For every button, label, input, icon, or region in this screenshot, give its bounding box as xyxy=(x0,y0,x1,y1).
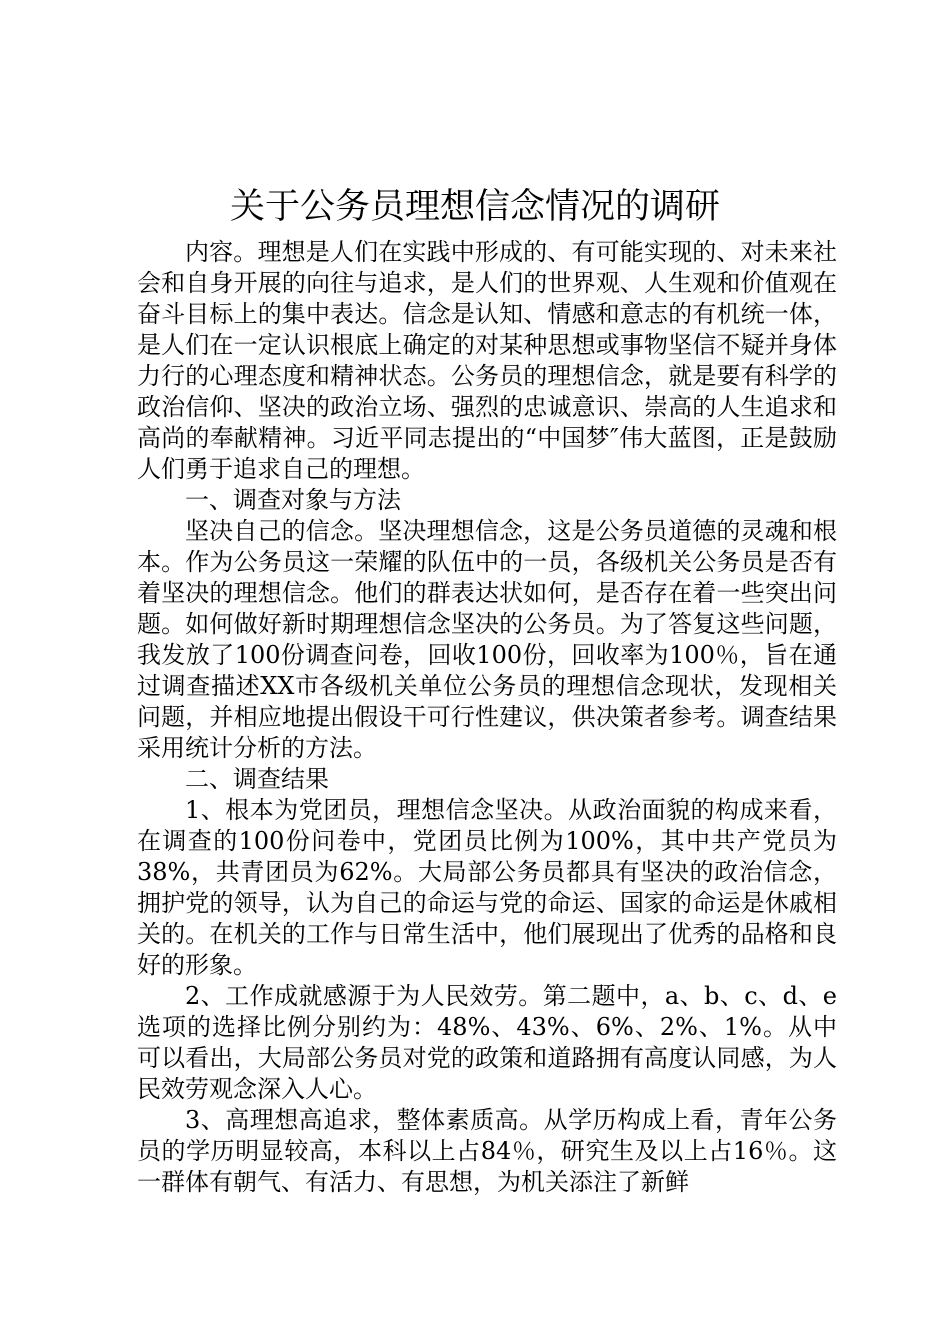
paragraph-methods: 坚决自己的信念。坚决理想信念，这是公务员道德的灵魂和根本。作为公务员这一荣耀的队伍中的一员，各级机关公务员是否有着坚决的理想信念。他们的群表达状如何，是否存在着一些突出问题。如何做好新时期理想信念坚决的公务员。为了答复这些问题，我发放了100份调查问卷，回收100份，回收率为100％，旨在通过调查描述XX市各级机关单位公务员的理想信念现状，发现相关问题，并相应地提出假设干可行性建议，供决策者参考。调查结果采用统计分析的方法。 xyxy=(137,517,837,762)
document-title: 关于公务员理想信念情况的调研 xyxy=(229,187,720,227)
paragraph-result-1: 1、根本为党团员，理想信念坚决。从政治面貌的构成来看，在调查的100份问卷中，党团员比例为100%，其中共产党员为38%，共青团员为62%。大局部公务员都具有坚决的政治信念，拥护党的领导，认为自己的命运与党的命运、国家的命运是休戚相关的。在机关的工作与日常生活中，他们展现出了优秀的品格和良好的形象。 xyxy=(137,796,837,979)
paragraph-result-2: 2、工作成就感源于为人民效劳。第二题中，a、b、c、d、e选项的选择比例分别约为：48%、43%、6%、2%、1%。从中可以看出，大局部公务员对党的政策和道路拥有高度认同感，为人民效劳观念深入人心。 xyxy=(137,982,837,1103)
paragraph-result-3: 3、高理想高追求，整体素质高。从学历构成上看，青年公务员的学历明显较高，本科以上占84％，研究生及以上占16％。这一群体有朝气、有活力、有思想，为机关添注了新鲜 xyxy=(137,1106,837,1196)
document-body xyxy=(137,237,837,1198)
section-heading-2: 二、调查结果 xyxy=(185,765,329,793)
paragraph-intro: 内容。理想是人们在实践中形成的、有可能实现的、对未来社会和自身开展的向往与追求，是人们的世界观、人生观和价值观在奋斗目标上的集中表达。信念是认知、情感和意志的有机统一体，是人们在一定认识根底上确定的对某种思想或事物坚信不疑并身体力行的心理态度和精神状态。公务员的理想信念，就是要有科学的政治信仰、坚决的政治立场、强烈的忠诚意识、崇高的人生追求和高尚的奉献精神。习近平同志提出的“中国梦″伟大蓝图，正是鼓励人们勇于追求自己的理想。 xyxy=(137,238,837,483)
section-heading-1: 一、调查对象与方法 xyxy=(185,486,401,514)
